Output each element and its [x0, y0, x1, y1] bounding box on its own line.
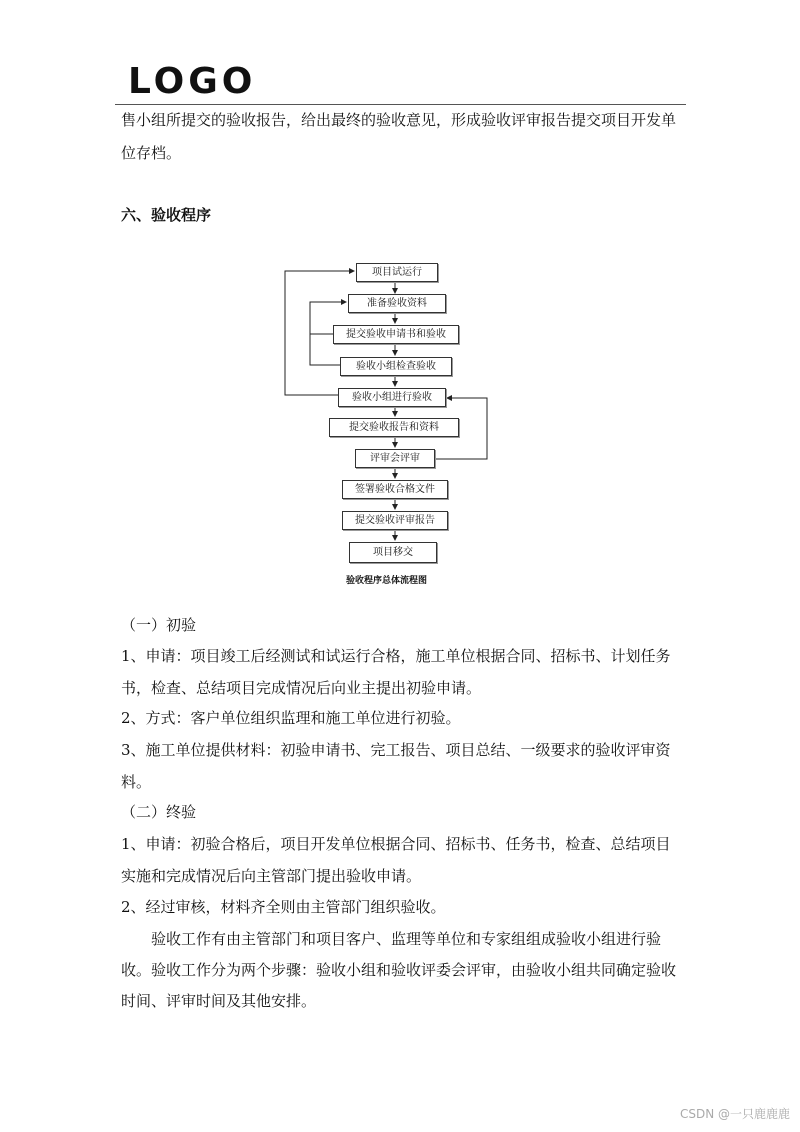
initial-item: 1、申请：项目竣工后经测试和试运行合格，施工单位根据合同、招标书、计划任务书，检查、总结项目完成情况后向业主提出初验申请。 [121, 647, 671, 697]
logo: LOGO [128, 61, 257, 102]
watermark: CSDN @一只鹿鹿鹿 [679, 1107, 790, 1121]
section-title: 六、验收程序 [121, 206, 212, 224]
initial-title: （一）初验 [121, 616, 197, 634]
final-title: （二）终验 [121, 803, 197, 821]
flow-step: 验收小组检查验收 [340, 357, 452, 376]
flow-step: 评审会评审 [355, 449, 435, 468]
flow-step: 签署验收合格文件 [342, 480, 448, 499]
flow-step: 提交验收报告和资料 [329, 418, 459, 437]
flow-step: 项目移交 [349, 542, 437, 563]
flow-step: 准备验收资料 [348, 294, 446, 313]
closing-paragraph: 验收工作有由主管部门和项目客户、监理等单位和专家组组成验收小组进行验收。验收工作分为两个步骤：验收小组和验收评委会评审，由验收小组共同确定验收时间、评审时间及其他安排。 [121, 930, 677, 1010]
final-item: 1、申请：初验合格后，项目开发单位根据合同、招标书、任务书，检查、总结项目实施和完成情况后向主管部门提出验收申请。 [121, 835, 671, 885]
flow-step: 提交验收评审报告 [342, 511, 448, 530]
flow-step: 验收小组进行验收 [338, 388, 446, 407]
flowchart-caption: 验收程序总体流程图 [346, 576, 428, 586]
initial-item: 2、方式：客户单位组织监理和施工单位进行初验。 [121, 709, 461, 727]
flowchart [270, 255, 510, 600]
final-item: 2、经过审核，材料齐全则由主管部门组织验收。 [121, 898, 446, 916]
intro-paragraph: 售小组所提交的验收报告，给出最终的验收意见，形成验收评审报告提交项目开发单位存档。 [121, 111, 677, 162]
flow-step: 提交验收申请书和验收 [333, 325, 459, 344]
initial-item: 3、施工单位提供材料：初验申请书、完工报告、项目总结、一级要求的验收评审资料。 [121, 741, 671, 791]
flow-step: 项目试运行 [356, 263, 438, 282]
